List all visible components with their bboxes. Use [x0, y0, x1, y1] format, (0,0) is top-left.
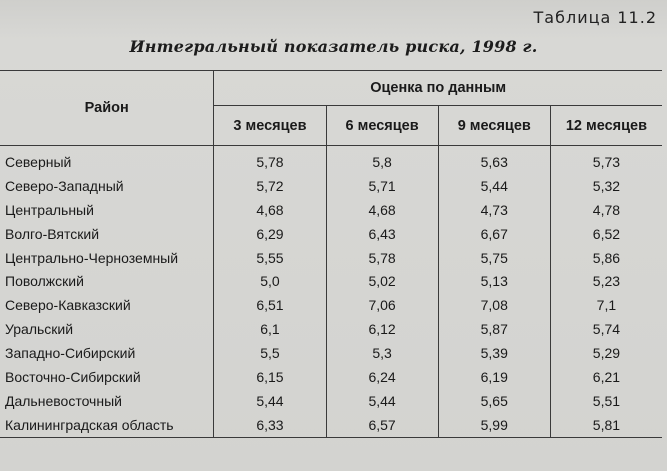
table-row [0, 293, 662, 317]
value-3m: 6,15 [214, 365, 326, 389]
value-9m: 5,44 [438, 174, 550, 198]
region-name: Дальневосточный [5, 392, 122, 409]
value-3m: 6,33 [214, 413, 326, 437]
value-3m: 5,0 [214, 269, 326, 293]
value-6m: 7,06 [326, 293, 438, 317]
value-9m: 6,19 [438, 365, 550, 389]
value-12m: 5,74 [550, 317, 662, 341]
table-row [0, 174, 662, 198]
value-6m: 6,57 [326, 413, 438, 437]
value-12m: 5,73 [550, 146, 662, 174]
value-9m: 6,67 [438, 222, 550, 246]
table-number: Таблица 11.2 [533, 8, 657, 27]
value-6m: 5,71 [326, 174, 438, 198]
region-name: Центральный [5, 201, 94, 218]
value-12m: 5,81 [550, 413, 662, 437]
table-row [0, 389, 662, 413]
period-header-12m: 12 месяцев [550, 106, 662, 146]
region-name: Восточно-Сибирский [5, 368, 141, 385]
table-row [0, 341, 662, 365]
table-body [0, 146, 662, 438]
value-6m: 5,78 [326, 246, 438, 270]
value-12m: 7,1 [550, 293, 662, 317]
value-6m: 5,02 [326, 269, 438, 293]
value-6m: 5,3 [326, 341, 438, 365]
period-header-3m: 3 месяцев [214, 106, 326, 146]
region-name: Волго-Вятский [5, 225, 100, 242]
value-3m: 6,1 [214, 317, 326, 341]
value-3m: 6,29 [214, 222, 326, 246]
risk-table [0, 70, 662, 438]
period-header-9m: 9 месяцев [438, 106, 550, 146]
value-3m: 5,44 [214, 389, 326, 413]
table-row [0, 269, 662, 293]
value-6m: 5,44 [326, 389, 438, 413]
value-9m: 5,87 [438, 317, 550, 341]
value-3m: 4,68 [214, 198, 326, 222]
table-row [0, 413, 662, 437]
value-12m: 4,78 [550, 198, 662, 222]
value-3m: 5,72 [214, 174, 326, 198]
region-column-header: Район [0, 71, 214, 146]
region-name: Поволжский [5, 273, 84, 290]
value-12m: 5,23 [550, 269, 662, 293]
table-caption: Интегральный показатель риска, 1998 г. [129, 37, 538, 56]
table-row [0, 246, 662, 270]
table-row [0, 146, 662, 174]
table-row [0, 365, 662, 389]
estimate-group-header: Оценка по данным [214, 71, 662, 106]
region-name: Западно-Сибирский [5, 345, 136, 362]
value-12m: 5,32 [550, 174, 662, 198]
value-9m: 4,73 [438, 198, 550, 222]
value-9m: 5,39 [438, 341, 550, 365]
value-3m: 5,78 [214, 146, 326, 174]
region-name: Центрально-Черноземный [5, 249, 179, 266]
value-12m: 5,51 [550, 389, 662, 413]
table-row [0, 198, 662, 222]
value-9m: 7,08 [438, 293, 550, 317]
region-name: Уральский [5, 321, 74, 338]
value-9m: 5,65 [438, 389, 550, 413]
region-name: Северный [5, 153, 72, 170]
value-9m: 5,13 [438, 269, 550, 293]
table-row [0, 222, 662, 246]
table-row [0, 317, 662, 341]
period-header-6m: 6 месяцев [326, 106, 438, 146]
value-6m: 6,12 [326, 317, 438, 341]
value-12m: 6,52 [550, 222, 662, 246]
region-name: Северо-Западный [5, 177, 124, 194]
value-6m: 6,24 [326, 365, 438, 389]
value-3m: 6,51 [214, 293, 326, 317]
value-9m: 5,99 [438, 413, 550, 437]
value-6m: 4,68 [326, 198, 438, 222]
value-3m: 5,5 [214, 341, 326, 365]
value-6m: 6,43 [326, 222, 438, 246]
region-name: Северо-Кавказский [5, 297, 131, 314]
value-9m: 5,63 [438, 146, 550, 174]
region-name: Калининградская область [0, 413, 214, 437]
value-12m: 5,29 [550, 341, 662, 365]
value-3m: 5,55 [214, 246, 326, 270]
value-12m: 5,86 [550, 246, 662, 270]
value-9m: 5,75 [438, 246, 550, 270]
value-6m: 5,8 [326, 146, 438, 174]
value-12m: 6,21 [550, 365, 662, 389]
